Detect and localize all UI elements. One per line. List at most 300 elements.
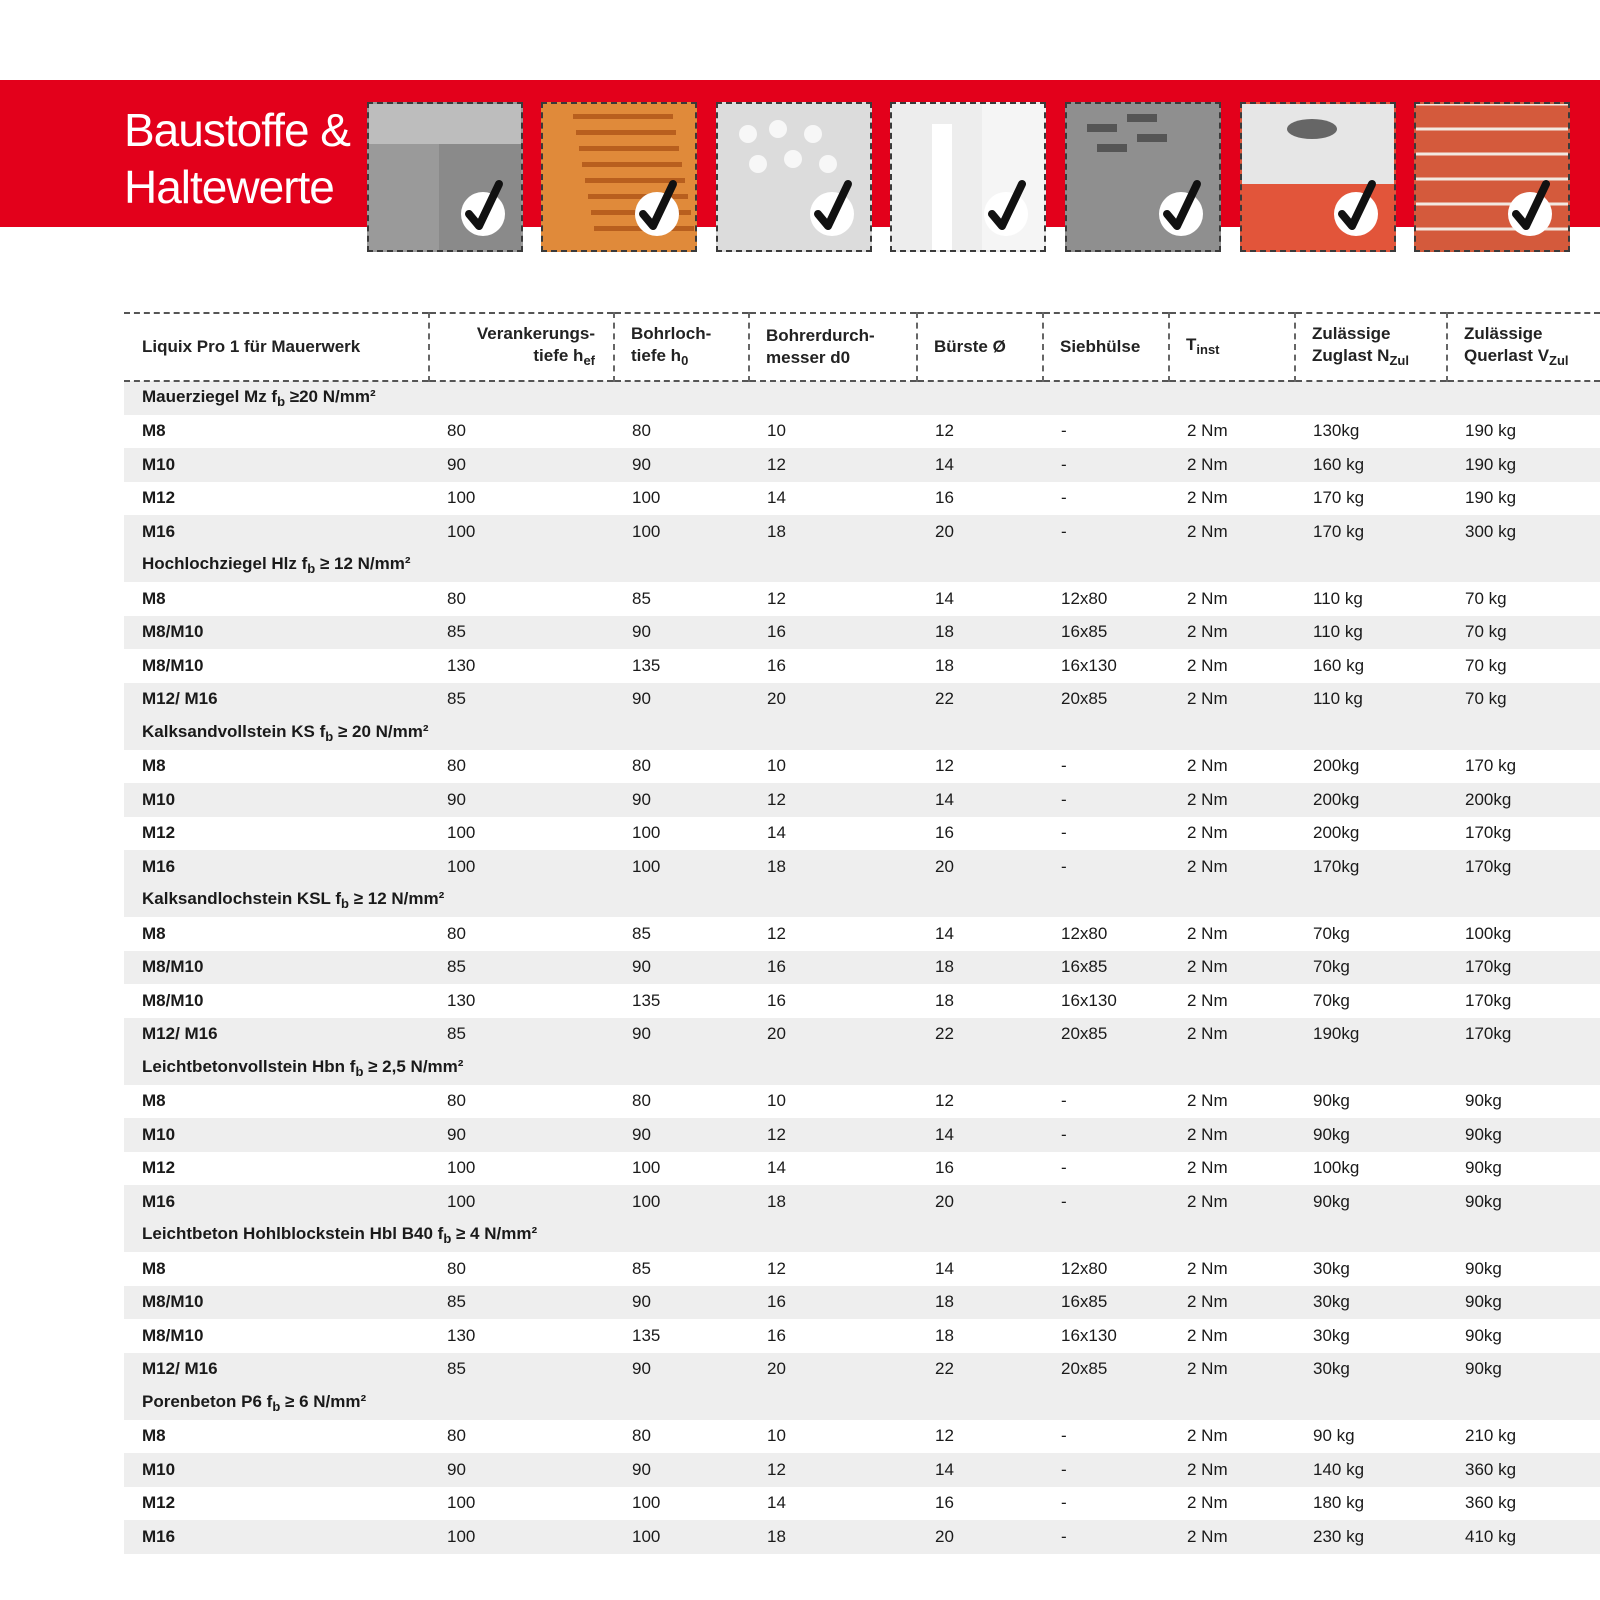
header-line2: Zuglast N bbox=[1312, 345, 1390, 365]
table-row bbox=[124, 683, 1600, 717]
group-title-subscript: b bbox=[341, 896, 349, 912]
group-title-subscript: b bbox=[443, 1231, 452, 1247]
table-cell: 90kg bbox=[1295, 1118, 1447, 1152]
material-sand-lime-brick-image bbox=[716, 102, 872, 252]
anchor-size-cell: M16 bbox=[124, 850, 429, 884]
table-cell: 130 bbox=[429, 649, 614, 683]
table-cell: 12 bbox=[749, 448, 917, 482]
table-cell: 360 kg bbox=[1447, 1453, 1600, 1487]
group-header-row bbox=[124, 381, 1600, 415]
group-title bbox=[124, 884, 1600, 918]
table-cell: 200kg bbox=[1313, 756, 1360, 776]
header-line1: Liquix Pro 1 für Mauerwerk bbox=[142, 337, 361, 356]
anchor-size-cell: M8/M10 bbox=[124, 1319, 429, 1353]
group-title bbox=[124, 381, 1600, 415]
group-header-row bbox=[124, 549, 1600, 583]
table-cell: - bbox=[1043, 783, 1169, 817]
table-row bbox=[124, 515, 1600, 549]
group-title bbox=[124, 549, 1600, 583]
page-title bbox=[124, 102, 354, 216]
table-cell: 70 kg bbox=[1447, 649, 1600, 683]
table-cell: 85 bbox=[614, 917, 749, 951]
table-cell: 90kg bbox=[1447, 1118, 1600, 1152]
table-cell: 100 bbox=[447, 488, 476, 508]
table-cell: 190kg bbox=[1295, 1018, 1447, 1052]
checkmark-icon bbox=[1334, 192, 1378, 236]
table-cell: 12 bbox=[935, 756, 954, 776]
table-cell: 90 bbox=[429, 783, 614, 817]
table-cell: - bbox=[1061, 1158, 1067, 1178]
table-row bbox=[124, 783, 1600, 817]
table-cell: 90kg bbox=[1447, 1353, 1600, 1387]
table-cell: 2 Nm bbox=[1187, 823, 1228, 843]
table-cell: 80 bbox=[429, 582, 614, 616]
table-cell: 18 bbox=[749, 515, 917, 549]
anchor-size-cell: M12 bbox=[142, 1493, 176, 1513]
table-row bbox=[124, 1185, 1600, 1219]
header-line2: Querlast V bbox=[1464, 345, 1550, 365]
group-header-row bbox=[124, 1219, 1600, 1253]
table-row bbox=[124, 1252, 1600, 1286]
table-cell: 2 Nm bbox=[1169, 783, 1295, 817]
table-cell: - bbox=[1061, 421, 1067, 441]
group-title bbox=[124, 716, 1600, 750]
header-line1: T bbox=[1186, 334, 1197, 354]
group-title bbox=[124, 1219, 1600, 1253]
table-cell: 170 kg bbox=[1295, 515, 1447, 549]
table-row bbox=[124, 817, 1600, 851]
table-cell: 90 bbox=[614, 1353, 749, 1387]
anchor-size-cell: M8/M10 bbox=[124, 951, 429, 985]
table-cell: 70 kg bbox=[1447, 582, 1600, 616]
group-header-row bbox=[124, 1386, 1600, 1420]
table-row bbox=[124, 616, 1600, 650]
material-lightweight-concrete-block-image bbox=[1065, 102, 1221, 252]
table-cell: 410 kg bbox=[1447, 1520, 1600, 1554]
table-cell: 2 Nm bbox=[1187, 1091, 1228, 1111]
table-cell: - bbox=[1061, 1493, 1067, 1513]
anchor-size-cell: M16 bbox=[124, 1520, 429, 1554]
group-title bbox=[124, 1051, 1600, 1085]
table-cell: 85 bbox=[614, 582, 749, 616]
anchor-size-cell: M16 bbox=[124, 1185, 429, 1219]
header-subscript: 0 bbox=[681, 352, 689, 368]
table-cell: 12 bbox=[935, 1426, 954, 1446]
table-cell: 90 bbox=[614, 683, 749, 717]
table-cell: 12 bbox=[749, 582, 917, 616]
table-cell: 22 bbox=[917, 1018, 1043, 1052]
table-cell: 16 bbox=[749, 616, 917, 650]
header-subscript: ef bbox=[583, 352, 595, 368]
table-cell: 12x80 bbox=[1043, 917, 1169, 951]
table-cell: - bbox=[1043, 1453, 1169, 1487]
table-cell: 12 bbox=[749, 1252, 917, 1286]
table-cell: 100 bbox=[632, 1493, 661, 1513]
table-row bbox=[124, 917, 1600, 951]
table-cell: 16x130 bbox=[1043, 1319, 1169, 1353]
anchor-size-cell: M12 bbox=[142, 1158, 176, 1178]
table-cell: 80 bbox=[447, 756, 466, 776]
group-title-subscript: b bbox=[325, 728, 334, 744]
table-cell: 170kg bbox=[1447, 850, 1600, 884]
table-cell: 90kg bbox=[1313, 1091, 1350, 1111]
header-subscript: Zul bbox=[1549, 352, 1569, 368]
material-brick-wall-image bbox=[1414, 102, 1570, 252]
table-cell: 170kg bbox=[1447, 984, 1600, 1018]
table-cell: 110 kg bbox=[1295, 683, 1447, 717]
table-cell: 170kg bbox=[1447, 951, 1600, 985]
table-cell: 160 kg bbox=[1295, 448, 1447, 482]
column-header bbox=[429, 313, 614, 381]
table-cell: 20 bbox=[749, 1353, 917, 1387]
table-row bbox=[124, 1353, 1600, 1387]
group-header-row bbox=[124, 716, 1600, 750]
table-cell: - bbox=[1043, 850, 1169, 884]
group-title-subscript: b bbox=[272, 1398, 281, 1414]
table-cell: 2 Nm bbox=[1169, 1185, 1295, 1219]
table-cell: 12 bbox=[935, 421, 954, 441]
table-cell: 80 bbox=[429, 917, 614, 951]
header-subscript: inst bbox=[1196, 341, 1220, 357]
table-cell: 10 bbox=[767, 1091, 786, 1111]
checkmark-icon bbox=[635, 192, 679, 236]
group-title-text: Porenbeton P6 f bbox=[142, 1391, 273, 1411]
table-cell: 16 bbox=[935, 1158, 954, 1178]
table-cell: 100 bbox=[614, 515, 749, 549]
anchor-size-cell: M8 bbox=[142, 1426, 166, 1446]
checkmark-icon bbox=[461, 192, 505, 236]
table-cell: 20 bbox=[917, 515, 1043, 549]
table-cell: 230 kg bbox=[1295, 1520, 1447, 1554]
table-cell: 16 bbox=[749, 1319, 917, 1353]
table-cell: 20x85 bbox=[1043, 683, 1169, 717]
anchor-size-cell: M8/M10 bbox=[124, 649, 429, 683]
anchor-size-cell: M8/M10 bbox=[124, 1286, 429, 1320]
table-cell: 16x85 bbox=[1043, 951, 1169, 985]
table-cell: 85 bbox=[429, 1018, 614, 1052]
table-cell: 2 Nm bbox=[1169, 951, 1295, 985]
table-cell: 14 bbox=[767, 1158, 786, 1178]
table-cell: 12x80 bbox=[1043, 1252, 1169, 1286]
table-cell: 16 bbox=[935, 823, 954, 843]
table-cell: 14 bbox=[917, 1453, 1043, 1487]
table-cell: 90kg bbox=[1447, 1252, 1600, 1286]
table-cell: 20 bbox=[917, 1520, 1043, 1554]
table-row bbox=[124, 482, 1600, 516]
column-header bbox=[1169, 313, 1295, 381]
table-cell: - bbox=[1061, 1091, 1067, 1111]
table-cell: 20x85 bbox=[1043, 1018, 1169, 1052]
anchor-size-cell: M8 bbox=[142, 756, 166, 776]
table-cell: 100 bbox=[447, 1493, 476, 1513]
table-cell: 80 bbox=[632, 756, 651, 776]
table-cell: 80 bbox=[632, 1091, 651, 1111]
anchor-size-cell: M8/M10 bbox=[124, 616, 429, 650]
table-cell: 16 bbox=[749, 649, 917, 683]
table-cell: 80 bbox=[429, 1252, 614, 1286]
table-cell: 2 Nm bbox=[1169, 683, 1295, 717]
table-cell: 135 bbox=[614, 649, 749, 683]
table-cell: 180 kg bbox=[1313, 1493, 1365, 1513]
table-row bbox=[124, 1487, 1600, 1521]
table-row bbox=[124, 850, 1600, 884]
table-cell: 90 bbox=[429, 1453, 614, 1487]
group-title-text: Kalksandvollstein KS f bbox=[142, 721, 326, 741]
table-cell: 85 bbox=[429, 951, 614, 985]
group-title-text: Hochlochziegel Hlz f bbox=[142, 554, 308, 574]
header-line1: Zulässige bbox=[1312, 323, 1391, 343]
anchor-size-cell: M12 bbox=[142, 488, 176, 508]
table-cell: 16 bbox=[749, 1286, 917, 1320]
anchor-size-cell: M8/M10 bbox=[124, 984, 429, 1018]
table-cell: 360 kg bbox=[1465, 1493, 1517, 1513]
table-cell: 2 Nm bbox=[1187, 1426, 1228, 1446]
group-title-subscript: b bbox=[277, 394, 286, 410]
table-cell: 14 bbox=[917, 1252, 1043, 1286]
header-line1: Bohrloch- bbox=[631, 323, 712, 343]
table-cell: 30kg bbox=[1295, 1319, 1447, 1353]
table-row bbox=[124, 1286, 1600, 1320]
table-cell: 2 Nm bbox=[1169, 515, 1295, 549]
table-cell: 110 kg bbox=[1295, 616, 1447, 650]
group-title-rest: ≥20 N/mm² bbox=[285, 387, 376, 407]
group-title-text: Leichtbetonvollstein Hbn f bbox=[142, 1056, 356, 1076]
group-title-subscript: b bbox=[307, 561, 316, 577]
table-cell: 110 kg bbox=[1295, 582, 1447, 616]
table-row bbox=[124, 1520, 1600, 1554]
table-cell: 2 Nm bbox=[1169, 1286, 1295, 1320]
table-cell: 90kg bbox=[1447, 1319, 1600, 1353]
table-cell: 90kg bbox=[1465, 1158, 1502, 1178]
table-cell: 14 bbox=[917, 783, 1043, 817]
table-cell: 85 bbox=[429, 616, 614, 650]
table-cell: 16 bbox=[749, 984, 917, 1018]
anchor-size-cell: M12/ M16 bbox=[124, 1353, 429, 1387]
table-cell: 14 bbox=[767, 488, 786, 508]
group-title-rest: ≥ 12 N/mm² bbox=[315, 554, 411, 574]
table-cell: 14 bbox=[767, 823, 786, 843]
group-title-rest: ≥ 4 N/mm² bbox=[451, 1224, 538, 1244]
table-cell: 18 bbox=[917, 1286, 1043, 1320]
table-cell: 16x85 bbox=[1043, 1286, 1169, 1320]
group-title-text: Mauerziegel Mz f bbox=[142, 387, 278, 407]
table-row bbox=[124, 1118, 1600, 1152]
table-cell: 100 bbox=[632, 1158, 661, 1178]
table-row bbox=[124, 1018, 1600, 1052]
table-row bbox=[124, 1319, 1600, 1353]
anchor-size-cell: M10 bbox=[124, 448, 429, 482]
table-cell: 190 kg bbox=[1465, 488, 1517, 508]
table-cell: 16x130 bbox=[1043, 649, 1169, 683]
table-cell: 130 bbox=[429, 1319, 614, 1353]
table-cell: 2 Nm bbox=[1169, 1319, 1295, 1353]
table-cell: 2 Nm bbox=[1169, 649, 1295, 683]
table-cell: 90 bbox=[614, 1118, 749, 1152]
table-cell: 130kg bbox=[1313, 421, 1360, 441]
table-cell: 170kg bbox=[1465, 823, 1512, 843]
header-line2: tiefe h bbox=[631, 345, 682, 365]
anchor-size-cell: M10 bbox=[124, 1453, 429, 1487]
anchor-size-cell: M10 bbox=[124, 783, 429, 817]
table-cell: 70kg bbox=[1295, 951, 1447, 985]
table-body bbox=[124, 381, 1600, 1554]
table-cell: 12 bbox=[935, 1091, 954, 1111]
table-cell: 70 kg bbox=[1447, 683, 1600, 717]
table-cell: 70kg bbox=[1295, 984, 1447, 1018]
checkmark-icon bbox=[984, 192, 1028, 236]
group-title-text: Kalksandlochstein KSL f bbox=[142, 889, 342, 909]
table-cell: 10 bbox=[767, 421, 786, 441]
group-header-row bbox=[124, 884, 1600, 918]
table-cell: 2 Nm bbox=[1169, 1118, 1295, 1152]
table-cell: 190 kg bbox=[1465, 421, 1517, 441]
table-cell: - bbox=[1061, 488, 1067, 508]
table-cell: - bbox=[1043, 1520, 1169, 1554]
table-cell: - bbox=[1043, 1118, 1169, 1152]
group-title-rest: ≥ 2,5 N/mm² bbox=[363, 1056, 464, 1076]
table-cell: 80 bbox=[632, 1426, 651, 1446]
table-cell: 100kg bbox=[1313, 1158, 1360, 1178]
table-cell: 14 bbox=[767, 1493, 786, 1513]
anchor-size-cell: M12/ M16 bbox=[124, 683, 429, 717]
table-cell: 90 bbox=[429, 1118, 614, 1152]
table-cell: 140 kg bbox=[1295, 1453, 1447, 1487]
table-cell: 12 bbox=[749, 917, 917, 951]
group-title-rest: ≥ 6 N/mm² bbox=[280, 1391, 367, 1411]
anchor-size-cell: M8 bbox=[142, 1091, 166, 1111]
table-cell: 100 bbox=[447, 1158, 476, 1178]
table-row bbox=[124, 1420, 1600, 1454]
table-cell: 2 Nm bbox=[1187, 488, 1228, 508]
table-cell: 100 bbox=[447, 823, 476, 843]
table-cell: 2 Nm bbox=[1169, 1018, 1295, 1052]
group-title-rest: ≥ 20 N/mm² bbox=[333, 721, 429, 741]
anchor-size-cell: M12/ M16 bbox=[124, 1018, 429, 1052]
table-cell: 90 bbox=[614, 448, 749, 482]
table-cell: 22 bbox=[917, 683, 1043, 717]
table-cell: 135 bbox=[614, 984, 749, 1018]
header-line1: Bürste Ø bbox=[934, 337, 1006, 356]
column-header bbox=[749, 313, 917, 381]
table-cell: 18 bbox=[749, 1520, 917, 1554]
table-cell: - bbox=[1061, 756, 1067, 776]
table-cell: 90 bbox=[614, 1286, 749, 1320]
table-cell: 16 bbox=[749, 951, 917, 985]
table-cell: 100kg bbox=[1447, 917, 1600, 951]
table-cell: 2 Nm bbox=[1169, 1252, 1295, 1286]
table-cell: 2 Nm bbox=[1169, 1520, 1295, 1554]
table-cell: 30kg bbox=[1295, 1286, 1447, 1320]
anchor-size-cell: M10 bbox=[124, 1118, 429, 1152]
table-cell: 18 bbox=[917, 649, 1043, 683]
table-cell: 100 bbox=[614, 850, 749, 884]
table-cell: 2 Nm bbox=[1169, 1353, 1295, 1387]
table-cell: 130 bbox=[429, 984, 614, 1018]
table-cell: 160 kg bbox=[1295, 649, 1447, 683]
column-header bbox=[1043, 313, 1169, 381]
table-cell: - bbox=[1043, 448, 1169, 482]
table-cell: 90 bbox=[614, 951, 749, 985]
table-cell: 90 bbox=[429, 448, 614, 482]
group-title bbox=[124, 1386, 1600, 1420]
table-cell: 170 kg bbox=[1313, 488, 1365, 508]
column-header bbox=[124, 313, 429, 381]
table-cell: 100 bbox=[614, 1185, 749, 1219]
table-cell: 22 bbox=[917, 1353, 1043, 1387]
table-cell: 90kg bbox=[1465, 1091, 1502, 1111]
table-cell: 70kg bbox=[1295, 917, 1447, 951]
table-cell: 2 Nm bbox=[1187, 1158, 1228, 1178]
anchor-size-cell: M8 bbox=[124, 1252, 429, 1286]
table-cell: 100 bbox=[632, 488, 661, 508]
table-cell: 210 kg bbox=[1465, 1426, 1517, 1446]
table-cell: 100 bbox=[429, 1185, 614, 1219]
table-cell: 80 bbox=[447, 1091, 466, 1111]
load-values-table bbox=[124, 312, 1600, 1554]
table-cell: 2 Nm bbox=[1187, 1493, 1228, 1513]
table-cell: 100 bbox=[429, 515, 614, 549]
table-row bbox=[124, 750, 1600, 784]
table-cell: 16x85 bbox=[1043, 616, 1169, 650]
checkmark-icon bbox=[1508, 192, 1552, 236]
table-row bbox=[124, 984, 1600, 1018]
table-cell: 100 bbox=[614, 1520, 749, 1554]
table-cell: - bbox=[1043, 1185, 1169, 1219]
table-cell: 30kg bbox=[1295, 1252, 1447, 1286]
table-cell: 16x130 bbox=[1043, 984, 1169, 1018]
table-cell: 20 bbox=[917, 850, 1043, 884]
table-cell: 190 kg bbox=[1447, 448, 1600, 482]
table-cell: 170 kg bbox=[1465, 756, 1517, 776]
table-cell: 2 Nm bbox=[1169, 448, 1295, 482]
table-cell: 14 bbox=[917, 917, 1043, 951]
table-cell: 90 bbox=[614, 616, 749, 650]
table-cell: 80 bbox=[447, 1426, 466, 1446]
table-cell: 200kg bbox=[1447, 783, 1600, 817]
table-cell: 12x80 bbox=[1043, 582, 1169, 616]
header-subscript: Zul bbox=[1389, 352, 1409, 368]
table-cell: 70 kg bbox=[1447, 616, 1600, 650]
header-line1: Bohrerdurch- bbox=[766, 326, 875, 345]
table-cell: 2 Nm bbox=[1169, 850, 1295, 884]
header-line1: Zulässige bbox=[1464, 323, 1543, 343]
table-cell: 18 bbox=[917, 951, 1043, 985]
table-cell: 2 Nm bbox=[1169, 1453, 1295, 1487]
table-cell: 80 bbox=[447, 421, 466, 441]
page-title-line1: Baustoffe & bbox=[124, 104, 350, 156]
table-cell: 20x85 bbox=[1043, 1353, 1169, 1387]
table-row bbox=[124, 415, 1600, 449]
table-row bbox=[124, 1152, 1600, 1186]
table-cell: 90kg bbox=[1447, 1185, 1600, 1219]
material-solid-brick-image bbox=[1240, 102, 1396, 252]
material-concrete-image bbox=[367, 102, 523, 252]
table-cell: 100 bbox=[429, 850, 614, 884]
table-cell: 170kg bbox=[1447, 1018, 1600, 1052]
table-cell: 135 bbox=[614, 1319, 749, 1353]
anchor-size-cell: M8 bbox=[124, 582, 429, 616]
table-cell: 85 bbox=[429, 683, 614, 717]
header-line1: Verankerungs- bbox=[476, 323, 595, 343]
table-row bbox=[124, 951, 1600, 985]
anchor-size-cell: M12 bbox=[142, 823, 176, 843]
table-cell: 2 Nm bbox=[1169, 616, 1295, 650]
group-title-text: Leichtbeton Hohlblockstein Hbl B40 f bbox=[142, 1224, 444, 1244]
column-header bbox=[1295, 313, 1447, 381]
table-cell: 18 bbox=[917, 984, 1043, 1018]
table-cell: 90kg bbox=[1447, 1286, 1600, 1320]
table-cell: - bbox=[1061, 1426, 1067, 1446]
